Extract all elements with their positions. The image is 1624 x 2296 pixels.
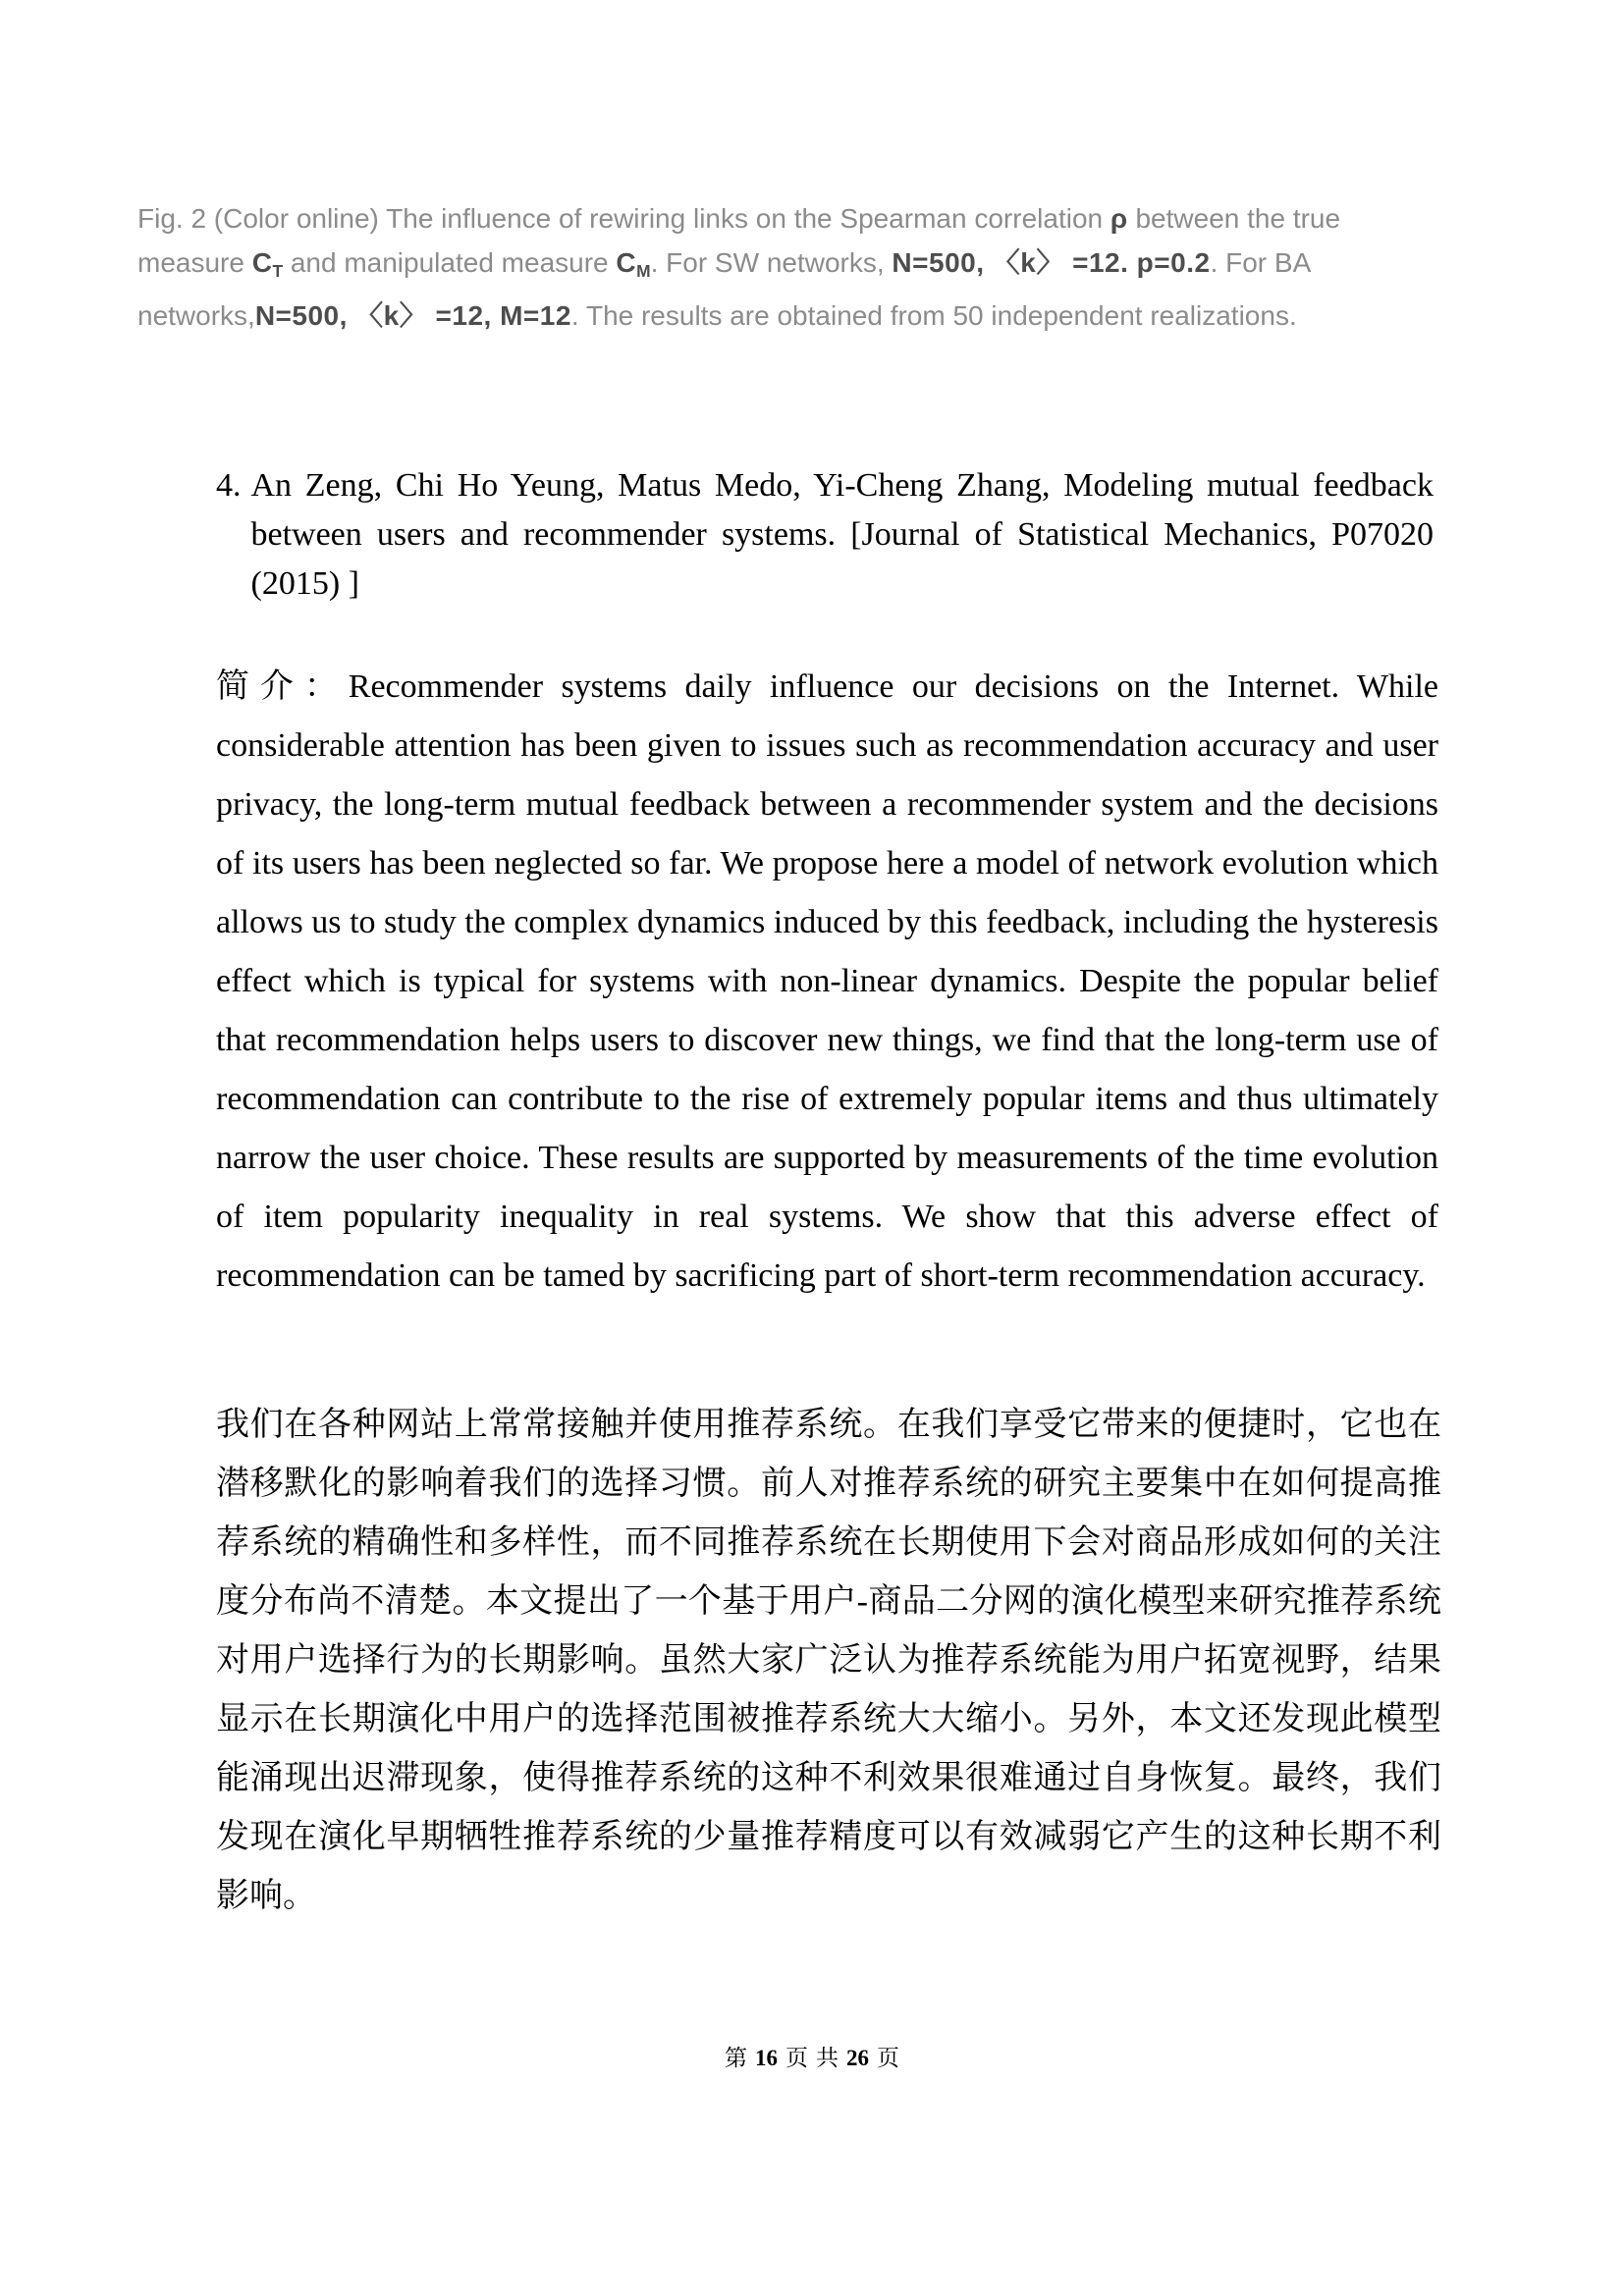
abstract-paragraph xyxy=(216,658,1438,1306)
footer-total-pages: 26 xyxy=(846,2046,869,2070)
caption-ba-parameters: N=500, 〈k〉 =12, M=12 xyxy=(254,300,571,332)
caption-run-1: Fig. 2 (Color online) The influence of rewiring links on the Spearman correlation xyxy=(137,203,1110,234)
footer-page-number: 16 xyxy=(755,2046,778,2070)
caption-c-manip-subscript: M xyxy=(636,261,651,282)
caption-run-4: . For SW networks, xyxy=(650,247,893,278)
abstract-text: Recommender systems daily influence our decisions on the Internet. While considerable attention has been given to issues such as recommendation accuracy and user privacy, the long-term mutual feedback between a recommender system and the decisions of its users has been neglected so far. We propose here a model of network evolution which allows us to study the complex dynamics induced by this feedback, including the hysteresis effect which is typical for systems with non-linear dynamics. Despite the popular belief that recommendation helps users to discover new things, we find that the long-term use of recommendation can contribute to the rise of extremely popular items and thus ultimately narrow the user choice. These results are supported by measurements of the time evolution of item popularity inequality in real systems. We show that this adverse effect of recommendation can be tamed by sacrificing part of short-term recommendation accuracy. xyxy=(216,668,1439,1294)
caption-run-6: . The results are obtained from 50 independent realizations. xyxy=(570,300,1297,332)
caption-c-true-base: C xyxy=(251,247,273,278)
footer-total-label: 共 xyxy=(816,2046,839,2070)
caption-c-true-subscript: T xyxy=(272,261,284,282)
reference-number: 4. xyxy=(216,467,242,504)
chinese-summary-paragraph: 我们在各种网站上常常接触并使用推荐系统。在我们享受它带来的便捷时，它也在潜移默化的影响着我们的选择习惯。前人对推荐系统的研究主要集中在如何提高推荐系统的精确性和多样性，而不同推荐系统在长期使用下会对商品形成如何的关注度分布尚不清楚。本文提出了一个基于用户-商品二分网的演化模型来研究推荐系统对用户选择行为的长期影响。虽然大家广泛认为推荐系统能为用户拓宽视野，结果显示在长期演化中用户的选择范围被推荐系统大大缩小。另外，本文还发现此模型能涌现出迟滞现象，使得推荐系统的这种不利效果很难通过自身恢复。最终，我们发现在演化早期牺牲推荐系统的少量推荐精度可以有效减弱它产生的这种长期不利影响。 xyxy=(216,1407,1441,1914)
footer-page-unit: 页 xyxy=(785,2046,808,2070)
abstract-label: 简介： xyxy=(216,668,349,705)
reference-item xyxy=(216,461,1434,609)
caption-run-5: . For BA networks, xyxy=(137,247,1310,332)
caption-sw-parameters: N=500, 〈k〉 =12. p=0.2 xyxy=(892,247,1211,278)
caption-measure-manipulated xyxy=(616,247,651,282)
footer-prefix: 第 xyxy=(725,2046,747,2070)
footer-total-unit: 页 xyxy=(877,2046,899,2070)
figure-caption xyxy=(137,196,1443,338)
caption-c-manip-base: C xyxy=(616,247,637,278)
caption-run-2: between the true measure xyxy=(137,203,1341,278)
caption-measure-true xyxy=(251,247,284,282)
caption-symbol-rho: ρ xyxy=(1110,203,1128,234)
reference-text: An Zeng, Chi Ho Yeung, Matus Medo, Yi-Cheng Zhang, Modeling mutual feedback between users and recommender systems. [Journal of Statistical Mechanics, P07020 (2015) ] xyxy=(250,467,1434,602)
page-footer xyxy=(0,2044,1624,2073)
caption-run-3: and manipulated measure xyxy=(283,247,617,278)
